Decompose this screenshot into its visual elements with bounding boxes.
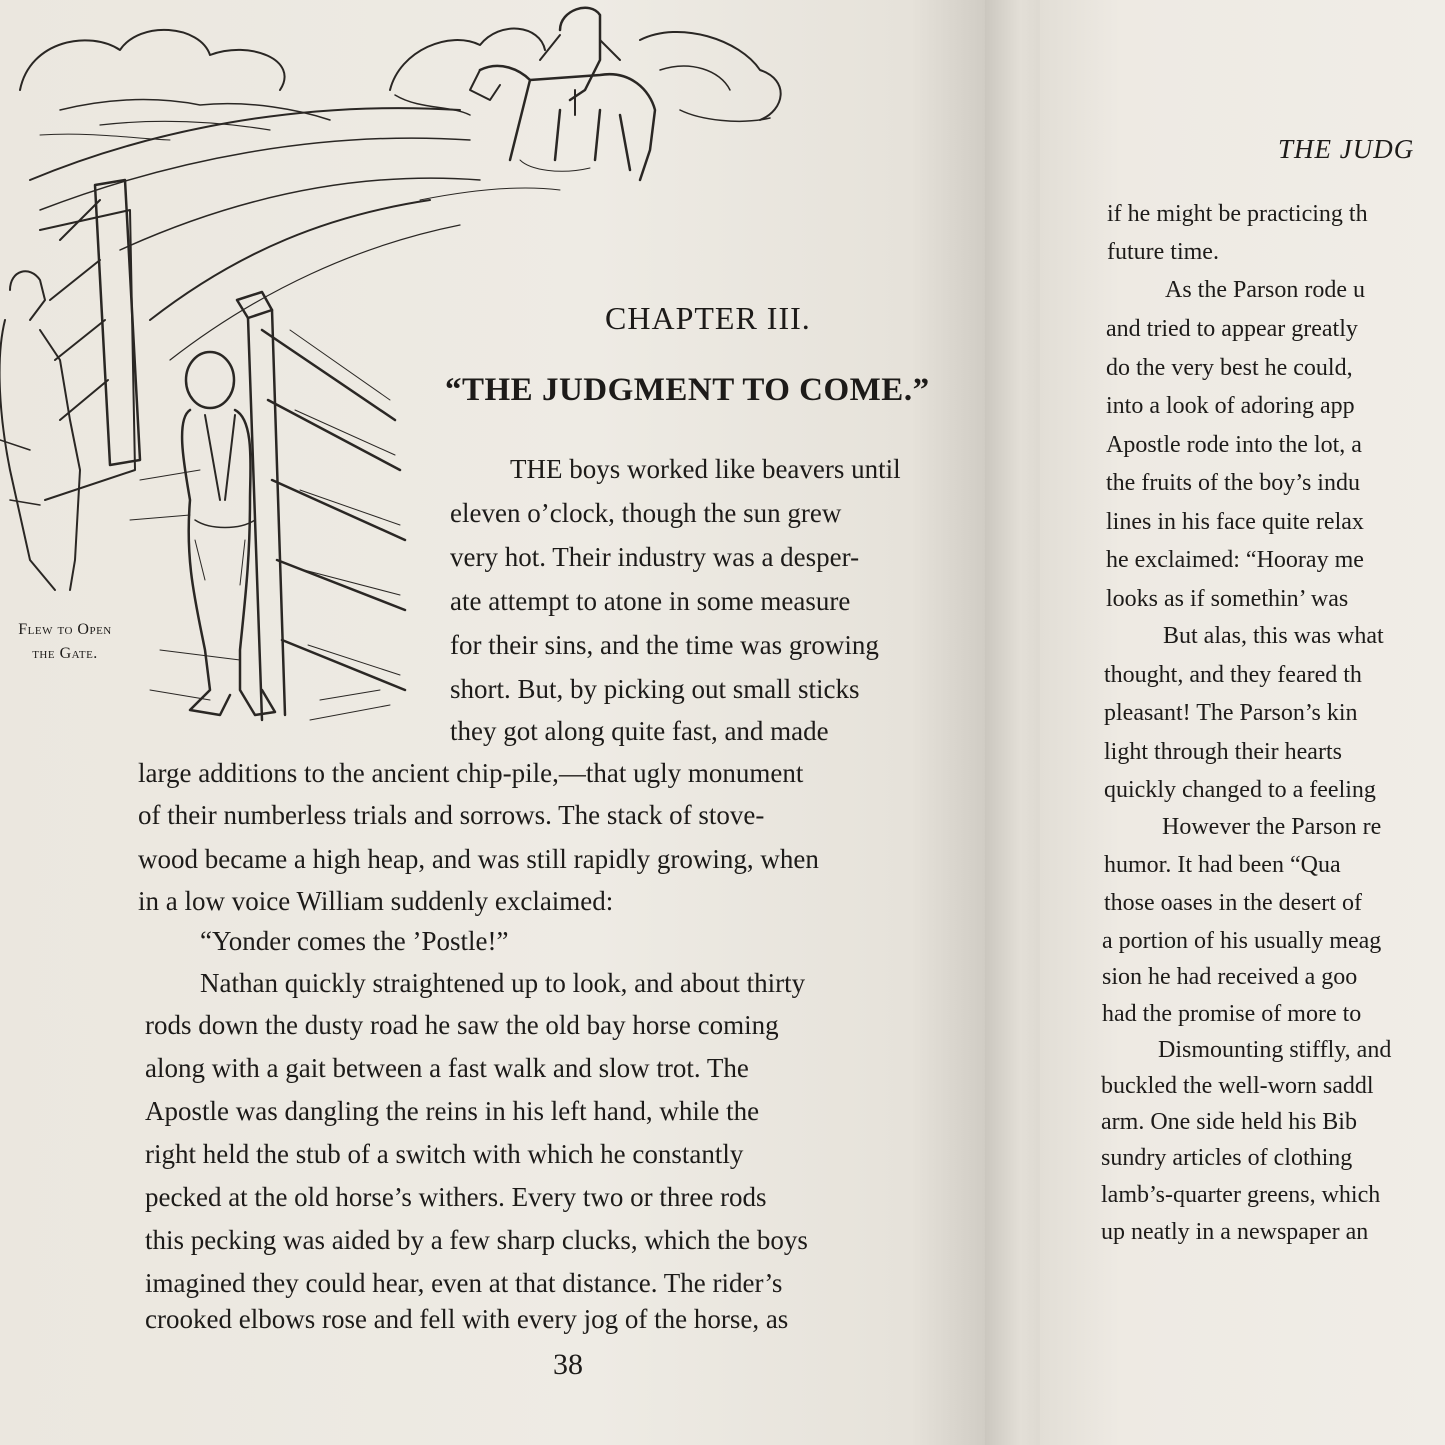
body-line: But alas, this was what [1163, 623, 1384, 649]
body-line: future time. [1107, 239, 1219, 265]
body-line: imagined they could hear, even at that distance. The rider’s [145, 1268, 783, 1298]
body-line: light through their hearts [1104, 739, 1342, 765]
body-line: in a low voice William suddenly exclaimed: [138, 886, 614, 916]
body-line: Apostle was dangling the reins in his left hand, while the [145, 1096, 760, 1126]
body-line: of their numberless trials and sorrows. The stack of stove- [138, 800, 765, 830]
body-line: for their sins, and the time was growing [450, 630, 879, 660]
body-line: sion he had received a goo [1102, 964, 1358, 990]
body-line: thought, and they feared th [1104, 662, 1362, 688]
body-line: “Yonder comes the ’Postle!” [200, 926, 509, 956]
body-line: sundry articles of clothing [1101, 1145, 1353, 1171]
body-line: very hot. Their industry was a desper- [450, 542, 860, 572]
body-line: As the Parson rode u [1165, 277, 1365, 303]
body-line: short. But, by picking out small sticks [450, 674, 860, 704]
body-line: buckled the well-worn saddl [1101, 1073, 1374, 1099]
running-head: THE JUDG [1278, 134, 1415, 164]
body-line: lamb’s-quarter greens, which [1101, 1182, 1381, 1208]
body-line: lines in his face quite relax [1106, 509, 1364, 535]
chapter-title: “THE JUDGMENT TO COME.” [445, 372, 930, 408]
body-line: crooked elbows rose and fell with every jog of the horse, as [145, 1304, 789, 1334]
body-line: large additions to the ancient chip-pile,—that ugly monument [138, 758, 804, 788]
body-line: he exclaimed: “Hooray me [1106, 547, 1364, 573]
body-line: ate attempt to atone in some measure [450, 586, 851, 616]
body-line: right held the stub of a switch with which he constantly [145, 1139, 744, 1169]
chapter-number: CHAPTER III. [605, 300, 811, 336]
body-line: a portion of his usually meag [1102, 928, 1382, 954]
body-line: the fruits of the boy’s indu [1106, 470, 1360, 496]
body-line: do the very best he could, [1106, 355, 1353, 381]
body-line: this pecking was aided by a few sharp clucks, which the boys [145, 1225, 808, 1255]
body-line: pleasant! The Parson’s kin [1104, 700, 1358, 726]
body-line: humor. It had been “Qua [1104, 852, 1341, 878]
body-line: However the Parson re [1162, 814, 1382, 840]
body-line: wood became a high heap, and was still rapidly growing, when [138, 844, 819, 874]
caption-line-2: the Gate. [32, 645, 98, 662]
body-line: along with a gait between a fast walk and slow trot. The [145, 1053, 749, 1083]
illustration-caption [0, 618, 130, 666]
body-line: arm. One side held his Bib [1101, 1109, 1357, 1135]
body-line: those oases in the desert of [1104, 890, 1362, 916]
body-line: had the promise of more to [1102, 1001, 1362, 1027]
body-line: quickly changed to a feeling [1104, 777, 1376, 803]
body-line: looks as if somethin’ was [1106, 586, 1349, 612]
page-number: 38 [553, 1348, 583, 1381]
body-line: up neatly in a newspaper an [1101, 1219, 1369, 1245]
body-line: Apostle rode into the lot, a [1106, 432, 1362, 458]
body-line: eleven o’clock, though the sun grew [450, 498, 842, 528]
body-line: Nathan quickly straightened up to look, and about thirty [200, 968, 806, 998]
body-line: and tried to appear greatly [1106, 316, 1358, 342]
body-line: into a look of adoring app [1106, 393, 1355, 419]
body-line: rods down the dusty road he saw the old bay horse coming [145, 1010, 779, 1040]
body-line: Dismounting stiffly, and [1158, 1037, 1392, 1063]
caption-line-1: Flew to Open [18, 621, 112, 638]
book-gutter [985, 0, 1045, 1445]
body-line: they got along quite fast, and made [450, 716, 829, 746]
body-line: pecked at the old horse’s withers. Every two or three rods [145, 1182, 767, 1212]
body-line: THE boys worked like beavers until [510, 454, 901, 484]
body-line: if he might be practicing th [1107, 201, 1368, 227]
